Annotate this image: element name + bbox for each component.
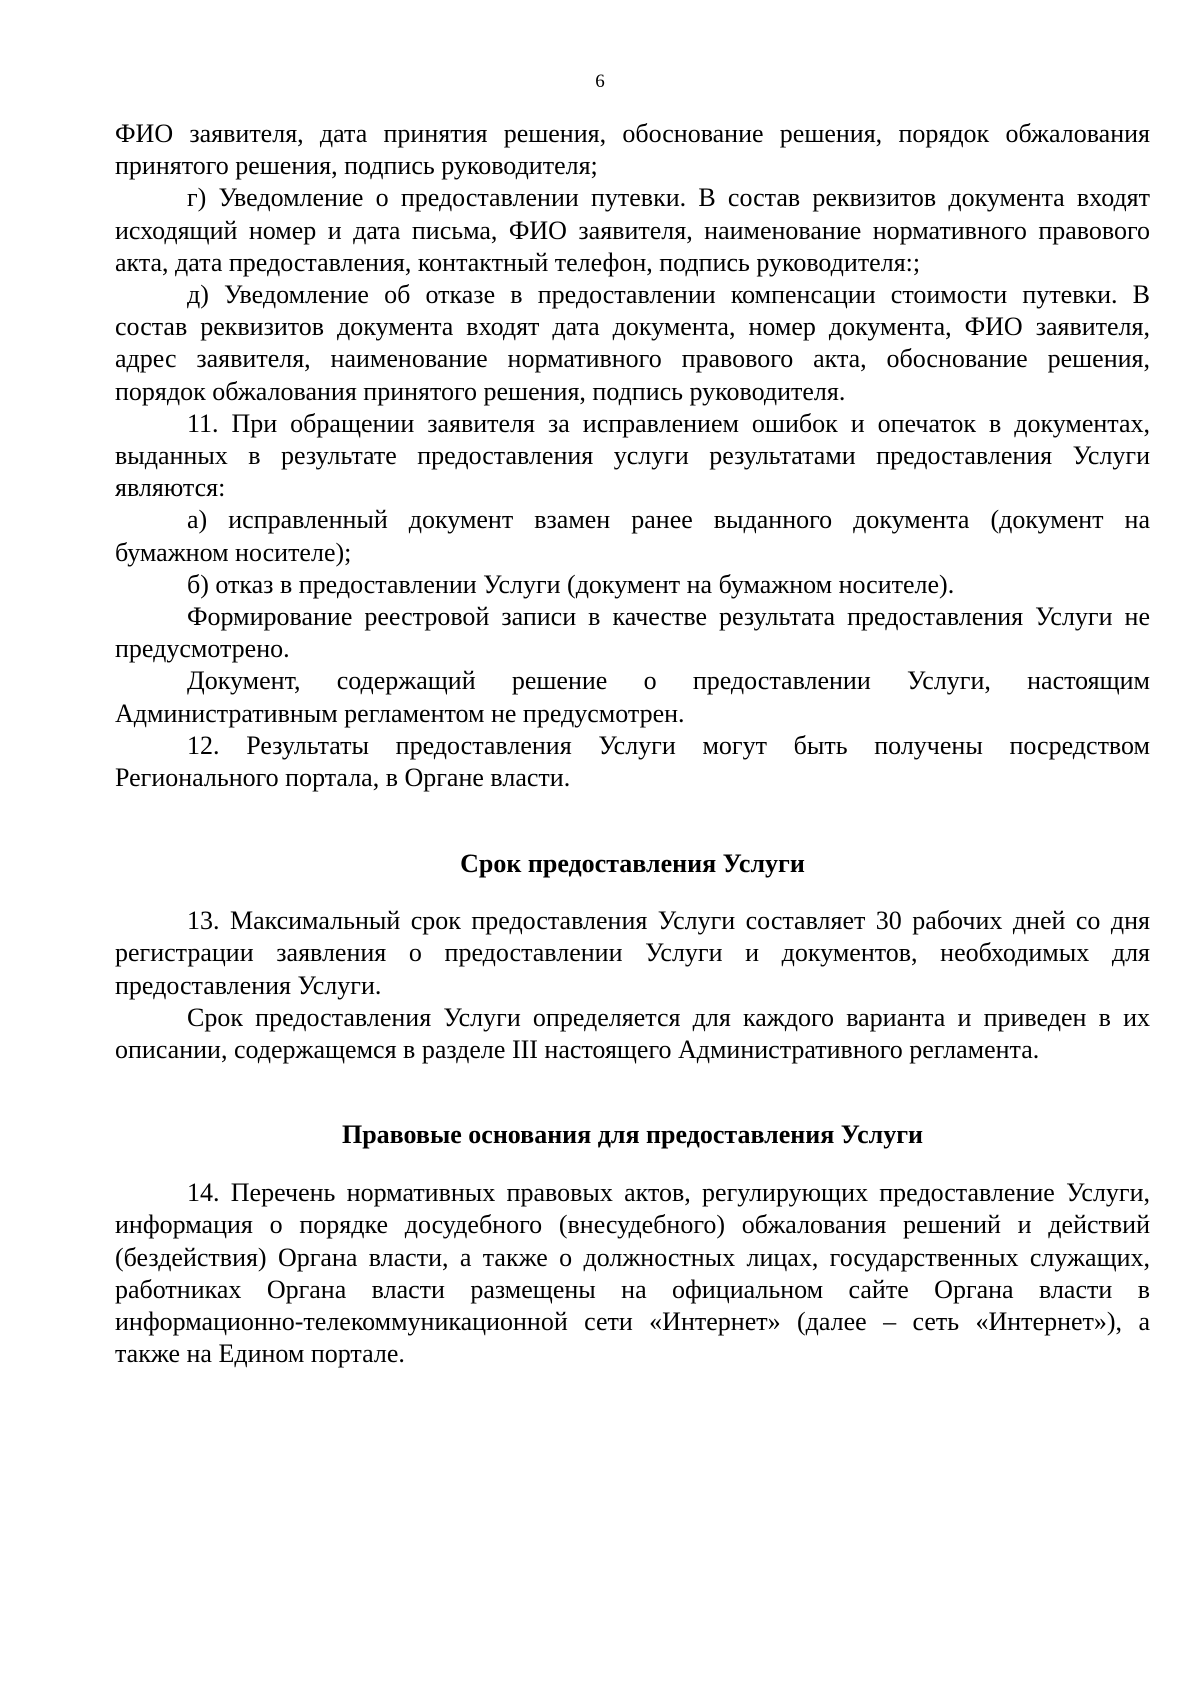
section-before [115,118,1150,794]
paragraph: ФИО заявителя, дата принятия решения, обоснование решения, порядок обжалования принятого решения, подпись руководителя; [115,119,1150,181]
paragraph: г) Уведомление о предоставлении путевки. В состав реквизитов документа входят исходящий номер и дата письма, ФИО заявителя, наименование нормативного правового акта, дата предоставления, контактный телефон, подпись руководителя:; [115,183,1150,277]
paragraph: 13. Максимальный срок предоставления Услуги составляет 30 рабочих дней со дня регистрации заявления о предоставлении Услуги и документов, необходимых для предоставления Услуги. [115,906,1150,1000]
section-heading-legal-basis: Правовые основания для предоставления Услуги [342,1120,923,1150]
paragraph: Срок предоставления Услуги определяется для каждого варианта и приведен в их описании, содержащемся в разделе III настоящего Административного регламента. [115,1002,1150,1065]
document-body [115,118,1150,1371]
paragraph: 11. При обращении заявителя за исправлением ошибок и опечаток в документах, выданных в результате предоставления услуги результатами предоставления Услуги являются: [115,408,1150,503]
page-number: 6 [595,71,605,92]
paragraph: 14. Перечень нормативных правовых актов, регулирующих предоставление Услуги, информация о порядке досудебного (внесудебного) обжалования решений и действий (бездействия) Органа власти, а также о должностных лицах, государственных служащих, работниках Органа власти размещены на официальном сайте Органа власти в информационно-телекоммуникационной сети «Интернет» (далее – сеть «Интернет»), а также на Едином портале. [115,1178,1150,1369]
section-heading-term: Срок предоставления Услуги [460,849,805,879]
paragraph: Документ, содержащий решение о предоставлении Услуги, настоящим Административным регламентом не предусмотрен. [115,666,1150,728]
section-term [115,905,1150,1066]
paragraph: б) отказ в предоставлении Услуги (документ на бумажном носителе). [187,569,955,599]
paragraph: 12. Результаты предоставления Услуги могут быть получены посредством Регионального портала, в Органе власти. [115,730,1150,793]
section-legal-basis [115,1177,1150,1370]
paragraph: а) исправленный документ взамен ранее выданного документа (документ на бумажном носителе); [115,505,1150,567]
paragraph: Формирование реестровой записи в качестве результата предоставления Услуги не предусмотрено. [115,602,1150,664]
paragraph: д) Уведомление об отказе в предоставлении компенсации стоимости путевки. В состав реквизитов документа входят дата документа, номер документа, ФИО заявителя, адрес заявителя, наименование нормативного правового акта, обоснование решения, порядок обжалования принятого решения, подпись руководителя. [115,280,1150,406]
